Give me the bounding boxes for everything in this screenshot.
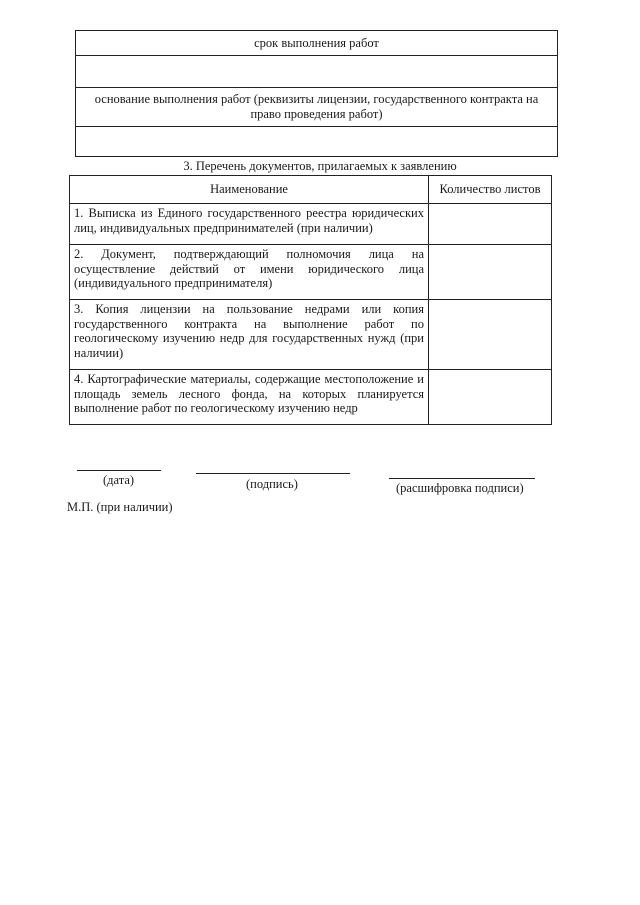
signature-label: (подпись) [246,477,298,491]
header-sheets: Количество листов [429,176,552,204]
documents-table-header [70,176,552,204]
work-basis-label: основание выполнения работ (реквизиты лицензии, государственного контракта на право проведения работ) [94,92,539,121]
table-row [70,370,552,425]
work-basis-row [76,88,557,127]
table-row [70,204,552,245]
document-sheets[interactable] [429,300,552,370]
stamp-note: М.П. (при наличии) [67,500,173,514]
work-basis-value-row[interactable] [76,127,557,156]
decoding-line[interactable] [389,478,535,479]
documents-table [69,175,552,425]
decoding-label: (расшифровка подписи) [396,481,524,495]
header-name: Наименование [70,176,429,204]
work-deadline-row [76,31,557,56]
document-sheets[interactable] [429,204,552,245]
date-label: (дата) [103,473,135,487]
document-name: 2. Документ, подтверждающий полномочия лица на осуществление действий от имени юридического лица (индивидуального предпринимателя) [70,245,429,300]
document-name: 4. Картографические материалы, содержащие местоположение и площадь земель лесного фонда, на которых планируется выполнение работ по геологическому изучению недр [70,370,429,425]
work-deadline-value-row[interactable] [76,56,557,88]
document-sheets[interactable] [429,370,552,425]
section-title: 3. Перечень документов, прилагаемых к заявлению [183,159,457,173]
table-row [70,245,552,300]
work-deadline-label: срок выполнения работ [254,35,379,50]
date-line[interactable] [77,470,161,471]
document-name: 3. Копия лицензии на пользование недрами или копия государственного контракта на выполнение работ по геологическому изучению недр для государственных нужд (при наличии) [70,300,429,370]
work-info-table [75,30,558,157]
table-row [70,300,552,370]
signature-line[interactable] [196,473,350,474]
document-name: 1. Выписка из Единого государственного реестра юридических лиц, индивидуальных предпринимателей (при наличии) [70,204,429,245]
document-sheets[interactable] [429,245,552,300]
